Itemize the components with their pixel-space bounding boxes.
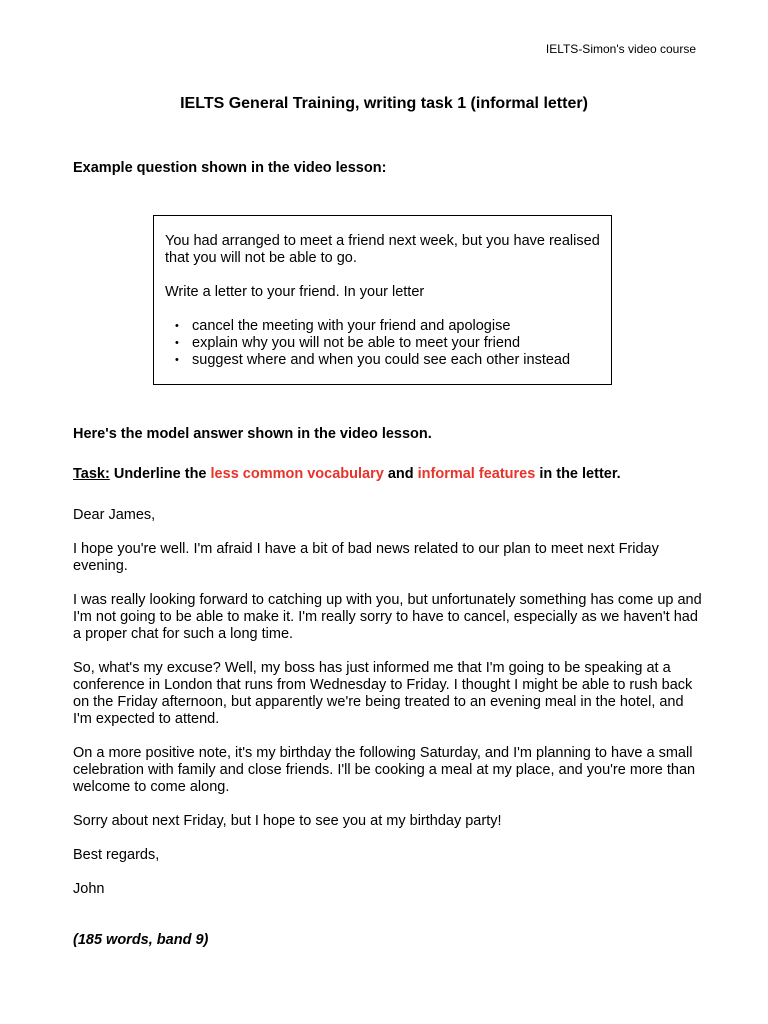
question-box (153, 215, 612, 385)
letter-greeting: Dear James, (73, 507, 156, 523)
bullet-text: cancel the meeting with your friend and apologise (192, 318, 511, 334)
bullet-icon: • (175, 354, 179, 366)
task-text-before: Underline the (109, 466, 211, 482)
task-instruction (73, 466, 621, 482)
question-heading: Example question shown in the video lesson: (73, 160, 387, 176)
question-bullet-list (165, 318, 600, 369)
letter-paragraph: So, what's my excuse? Well, my boss has just informed me that I'm going to be speaking at a conference in London that runs from Wednesday to Friday. I thought I might be able to rush back on the Friday afternoon, but apparently we're being treated to an evening meal in the hotel, and I'm expected to attend. (73, 660, 693, 727)
letter-body (73, 507, 703, 915)
bullet-icon: • (175, 320, 179, 332)
letter-paragraph: I hope you're well. I'm afraid I have a bit of bad news related to our plan to meet next Friday evening. (73, 541, 659, 574)
question-bullet-item (165, 335, 600, 352)
model-answer-heading: Here's the model answer shown in the video lesson. (73, 426, 432, 442)
course-note: IELTS-Simon's video course (545, 42, 696, 56)
bullet-icon: • (175, 337, 179, 349)
question-instruction: Write a letter to your friend. In your letter (165, 284, 425, 300)
task-label: Task: (73, 466, 110, 482)
bullet-text: suggest where and when you could see each other instead (192, 352, 571, 368)
highlight-informal: informal features (417, 466, 536, 482)
letter-paragraph: Sorry about next Friday, but I hope to see you at my birthday party! (73, 813, 502, 829)
question-intro: You had arranged to meet a friend next week, but you have realised that you will not be able to go. (165, 233, 600, 266)
task-text-after: in the letter. (535, 466, 621, 482)
question-bullet-item (165, 352, 600, 369)
letter-closing: Best regards, (73, 847, 160, 863)
letter-paragraph: On a more positive note, it's my birthday the following Saturday, and I'm planning to have a small celebration with family and close friends. I'll be cooking a meal at my place, and you're more than welcome to come along. (73, 745, 696, 795)
question-bullet-item (165, 318, 600, 335)
word-count-note: (185 words, band 9) (73, 932, 209, 948)
document-title: IELTS General Training, writing task 1 (informal letter) (180, 95, 588, 112)
letter-signature: John (73, 881, 105, 897)
letter-paragraph: I was really looking forward to catching up with you, but unfortunately something has come up and I'm not going to be able to make it. I'm really sorry to have to cancel, especially as we haven't had a proper chat for such a long time. (73, 592, 702, 642)
task-text-middle: and (383, 466, 418, 482)
highlight-vocabulary: less common vocabulary (210, 466, 384, 482)
bullet-text: explain why you will not be able to meet your friend (192, 335, 521, 351)
